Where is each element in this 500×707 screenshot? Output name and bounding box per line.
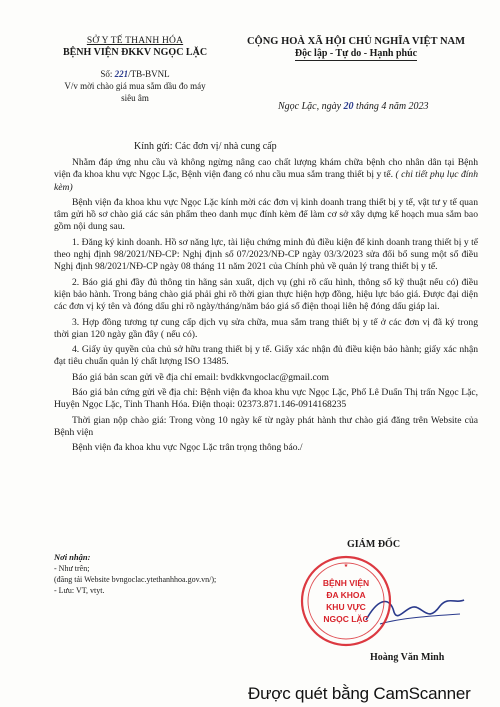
national-motto: Độc lập - Tự do - Hạnh phúc — [294, 48, 418, 59]
paragraph-item-1: 1. Đăng ký kinh doanh. Hồ sơ năng lực, tài liệu chứng minh đủ điều kiện để kinh doanh trang thiết bị y tế theo nghị định 98/2021/NĐ-CP: Nghị định số 07/2023/NĐ-CP ngày 03/3/2023 sửa đổi bổ sung một số điều Nghị định 98/2021/NĐ-CP ngày 08 tháng 11 năm 2021 của Chính phủ về quản lý trang thiết bị y tế. — [54, 236, 478, 273]
document-date: Ngọc Lặc, ngày 20 tháng 4 năm 2023 — [278, 101, 429, 112]
svg-text:KHU VỰC: KHU VỰC — [326, 602, 366, 612]
paragraph-email: Báo giá bản scan gửi về địa chỉ email: bvdkkvngoclac@gmail.com — [72, 371, 330, 383]
issuer-block — [60, 36, 210, 104]
greeting: Kính gửi: Các đơn vị/ nhà cung cấp — [134, 141, 277, 152]
hospital-stamp — [298, 553, 394, 649]
paragraph-item-4: 4. Giấy ủy quyền của chủ sở hữu trang thiết bị y tế. Giấy xác nhận đủ điều kiện bảo hành; giấy xác nhận đạt tiêu chuẩn quản lý chất lượng ISO 13485. — [54, 344, 478, 368]
svg-text:NGỌC LẶC: NGỌC LẶC — [323, 614, 369, 624]
svg-text:BỆNH VIỆN: BỆNH VIỆN — [322, 578, 370, 588]
national-header — [226, 36, 486, 59]
letter-body — [54, 157, 478, 458]
scanner-watermark: Được quét bằng CamScanner — [248, 684, 471, 703]
department-name: SỞ Y TẾ THANH HÓA — [86, 36, 184, 46]
paragraph-item-2: 2. Báo giá ghi đầy đủ thông tin hãng sản xuất, dịch vụ (ghi rõ cấu hình, thông số kỹ thuật nếu có) điều kiện bảo hành. Trong bảng chào giá phải ghi rõ thời gian thực hiện hợp đồng, hiệu lực báo giá. Được đại diện các đơn vị ký tên và đóng dấu ghi rõ ngày/tháng/năm báo giá số điện thoại liên hệ đóng dấu giáp lai. — [54, 276, 478, 313]
handwritten-number: 221 — [114, 69, 129, 79]
handwritten-day: 20 — [343, 101, 354, 112]
paragraph-deadline: Thời gian nộp chào giá: Trong vòng 10 ngày kể từ ngày phát hành thư chào giá đăng trên Website của Bệnh viện — [54, 414, 478, 438]
svg-text:★: ★ — [343, 563, 349, 569]
nation-name: CỘNG HOÀ XÃ HỘI CHỦ NGHĨA VIỆT NAM — [246, 36, 466, 47]
signer-name: Hoàng Văn Minh — [370, 652, 445, 663]
document-subject: V/v mời chào giá mua sắm dầu đo máy siêu âm — [64, 81, 206, 103]
hospital-name: BỆNH VIỆN ĐKKV NGỌC LẶC — [62, 47, 208, 58]
paragraph-intro: Nhằm đáp ứng nhu cầu và không ngừng nâng cao chất lượng khám chữa bệnh cho nhân dân tại Bệnh viện đa khoa khu vực Ngọc Lặc, Bệnh viện đang có nhu cầu mua sắm trang thiết bị y tế. ( chi tiết phụ lục đính kèm) — [54, 157, 478, 193]
svg-text:ĐA KHOA: ĐA KHOA — [326, 590, 366, 600]
recipients-title: Nơi nhận: — [54, 552, 91, 562]
paragraph-item-3: 3. Hợp đồng tương tự cung cấp dịch vụ sửa chữa, mua sắm trang thiết bị y tế ở các đơn vị đã ký trong thời gian 120 ngày gần đây ( nếu có). — [54, 316, 478, 340]
recipients-block: Nơi nhận: - Như trên; (đăng tải Website bvngoclac.ytethanhhoa.gov.vn/); - Lưu: VT, vtyt. — [54, 552, 217, 595]
document-number: Số: 221/TB-BVNL — [100, 69, 170, 79]
paragraph-address: Báo giá bản cứng gửi về địa chỉ: Bệnh viện đa khoa khu vực Ngọc Lặc, Phố Lê Duẩn Thị trấn Ngọc Lặc, Huyện Ngọc Lặc, Tỉnh Thanh Hóa. Điện thoại: 02373.871.146-0914168235 — [54, 387, 478, 411]
paragraph-invitation: Bệnh viện đa khoa khu vực Ngọc Lặc kính mời các đơn vị kinh doanh trang thiết bị y tế, vật tư y tế quan tâm gửi hồ sơ chào giá các sản phẩm theo danh mục đính kèm để làm cơ sở xây dựng kế hoạch mua sắm bao gồm nội dung sau. — [54, 196, 478, 233]
signer-title: GIÁM ĐỐC — [347, 539, 401, 550]
paragraph-closing: Bệnh viện đa khoa khu vực Ngọc Lặc trân trọng thông báo./ — [72, 442, 303, 454]
